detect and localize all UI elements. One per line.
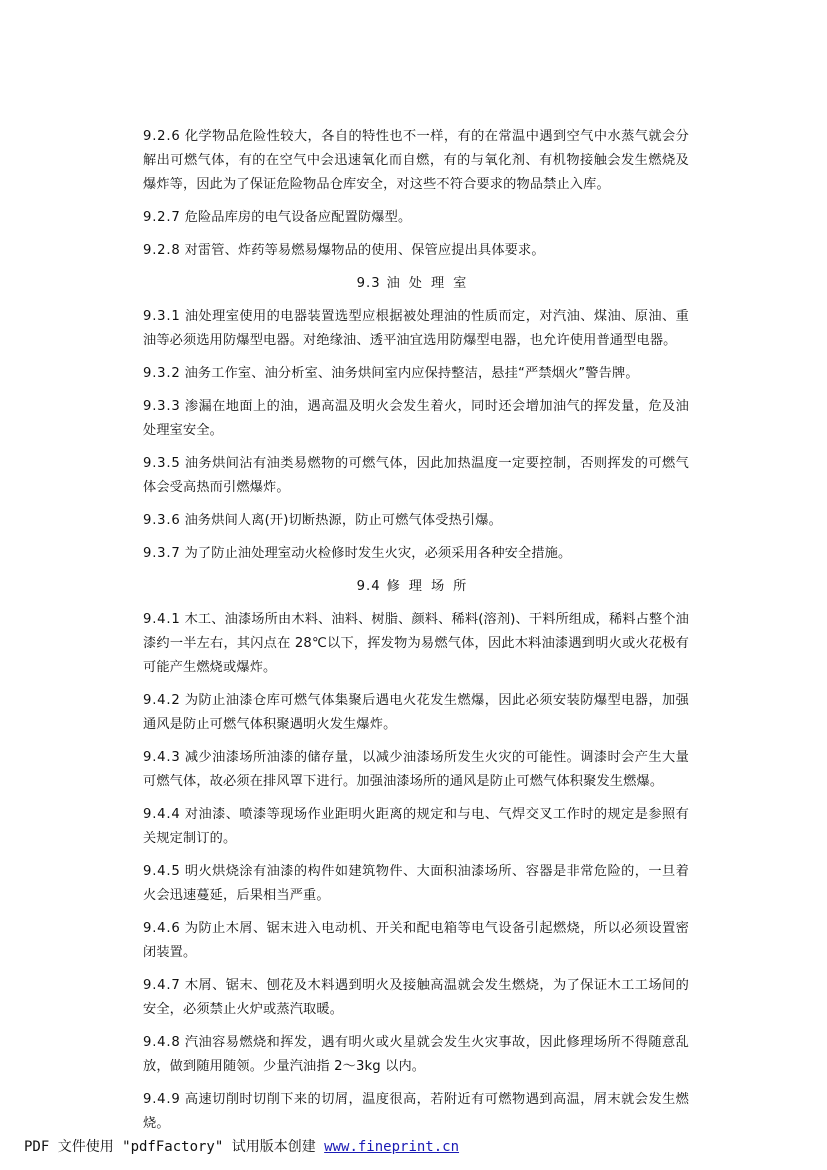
clause-number: 9.4.5 (143, 864, 181, 879)
clause-paragraph (143, 689, 689, 737)
footer-text: PDF 文件使用 "pdfFactory" 试用版本创建 (24, 1139, 325, 1155)
clause-paragraph (143, 542, 689, 566)
clause-text: 为防止木屑、锯末进入电动机、开关和配电箱等电气设备引起燃烧，所以必须设置密闭装置。 (143, 921, 689, 960)
clause-text: 汽油容易燃烧和挥发，遇有明火或火星就会发生火灾事故，因此修理场所不得随意乱放，做到随用随领。少量汽油指 2～3kg 以内。 (143, 1035, 689, 1074)
section-title: 修理场所 (386, 579, 476, 594)
clause-paragraph (143, 860, 689, 908)
section-number: 9.4 (356, 579, 381, 594)
clause-text: 为了防止油处理室动火检修时发生火灾，必须采用各种安全措施。 (184, 546, 572, 561)
clause-paragraph (143, 362, 689, 386)
clause-paragraph (143, 803, 689, 851)
clause-number: 9.3.3 (143, 399, 181, 414)
clause-number: 9.4.8 (143, 1035, 181, 1050)
clause-number: 9.4.6 (143, 921, 181, 936)
clause-number: 9.4.7 (143, 978, 181, 993)
pdf-footer (24, 1136, 459, 1156)
clause-text: 减少油漆场所油漆的储存量，以减少油漆场所发生火灾的可能性。调漆时会产生大量可燃气体，故必须在排风罩下进行。加强油漆场所的通风是防止可燃气体积聚发生燃爆。 (143, 750, 689, 789)
clause-text: 高速切削时切削下来的切屑，温度很高，若附近有可燃物遇到高温，屑末就会发生燃烧。 (143, 1092, 689, 1131)
clause-text: 油务工作室、油分析室、油务烘间室内应保持整洁，悬挂“严禁烟火”警告牌。 (184, 366, 639, 381)
clause-paragraph (143, 206, 689, 230)
clause-paragraph (143, 305, 689, 353)
clause-number: 9.3.7 (143, 546, 181, 561)
section-heading (143, 272, 689, 296)
clause-paragraph (143, 974, 689, 1022)
clause-text: 明火烘烧涂有油漆的构件如建筑物件、大面积油漆场所、容器是非常危险的，一旦着火会迅速蔓延，后果相当严重。 (143, 864, 689, 903)
clause-text: 渗漏在地面上的油，遇高温及明火会发生着火，同时还会增加油气的挥发量，危及油处理室安全。 (143, 399, 689, 438)
clause-text: 对雷管、炸药等易燃易爆物品的使用、保管应提出具体要求。 (184, 243, 545, 258)
clause-number: 9.2.6 (143, 129, 181, 144)
clause-number: 9.2.7 (143, 210, 181, 225)
footer-link[interactable]: www.fineprint.cn (324, 1139, 460, 1155)
section-number: 9.3 (356, 276, 381, 291)
clause-paragraph (143, 125, 689, 197)
clause-number: 9.2.8 (143, 243, 181, 258)
clause-paragraph (143, 608, 689, 680)
section-title: 油处理室 (386, 276, 476, 291)
clause-text: 对油漆、喷漆等现场作业距明火距离的规定和与电、气焊交叉工作时的规定是参照有关规定制订的。 (143, 807, 689, 846)
clause-paragraph (143, 395, 689, 443)
clause-paragraph (143, 239, 689, 263)
clause-text: 危险品库房的电气设备应配置防爆型。 (184, 210, 412, 225)
clause-number: 9.3.5 (143, 456, 181, 471)
clause-paragraph (143, 452, 689, 500)
clause-paragraph (143, 1088, 689, 1136)
clause-text: 油处理室使用的电器装置选型应根据被处理油的性质而定，对汽油、煤油、原油、重油等必须选用防爆型电器。对绝缘油、透平油宜选用防爆型电器，也允许使用普通型电器。 (143, 309, 689, 348)
clause-paragraph (143, 746, 689, 794)
clause-text: 木屑、锯末、刨花及木料遇到明火及接触高温就会发生燃烧，为了保证木工工场间的安全，必须禁止火炉或蒸汽取暖。 (143, 978, 689, 1017)
clause-paragraph (143, 509, 689, 533)
document-body (143, 125, 689, 1145)
clause-number: 9.3.6 (143, 513, 181, 528)
clause-paragraph (143, 917, 689, 965)
clause-text: 为防止油漆仓库可燃气体集聚后遇电火花发生燃爆，因此必须安装防爆型电器，加强通风是防止可燃气体积聚遇明火发生爆炸。 (143, 693, 689, 732)
clause-text: 油务烘间沾有油类易燃物的可燃气体，因此加热温度一定要控制，否则挥发的可燃气体会受高热而引燃爆炸。 (143, 456, 689, 495)
clause-number: 9.4.9 (143, 1092, 181, 1107)
clause-text: 木工、油漆场所由木料、油料、树脂、颜料、稀料(溶剂)、干料所组成，稀料占整个油漆约一半左右，其闪点在 28℃以下，挥发物为易燃气体，因此木料油漆遇到明火或火花极有可能产生燃烧或爆炸。 (143, 612, 689, 675)
clause-text: 油务烘间人离(开)切断热源，防止可燃气体受热引爆。 (184, 513, 502, 528)
clause-paragraph (143, 1031, 689, 1079)
clause-number: 9.3.1 (143, 309, 181, 324)
clause-number: 9.4.1 (143, 612, 181, 627)
clause-number: 9.4.2 (143, 693, 181, 708)
clause-number: 9.4.4 (143, 807, 181, 822)
clause-text: 化学物品危险性较大，各自的特性也不一样，有的在常温中遇到空气中水蒸气就会分解出可燃气体，有的在空气中会迅速氧化而自燃，有的与氧化剂、有机物接触会发生燃烧及爆炸等，因此为了保证危险物品仓库安全，对这些不符合要求的物品禁止入库。 (143, 129, 689, 192)
clause-number: 9.4.3 (143, 750, 181, 765)
clause-number: 9.3.2 (143, 366, 181, 381)
section-heading (143, 575, 689, 599)
